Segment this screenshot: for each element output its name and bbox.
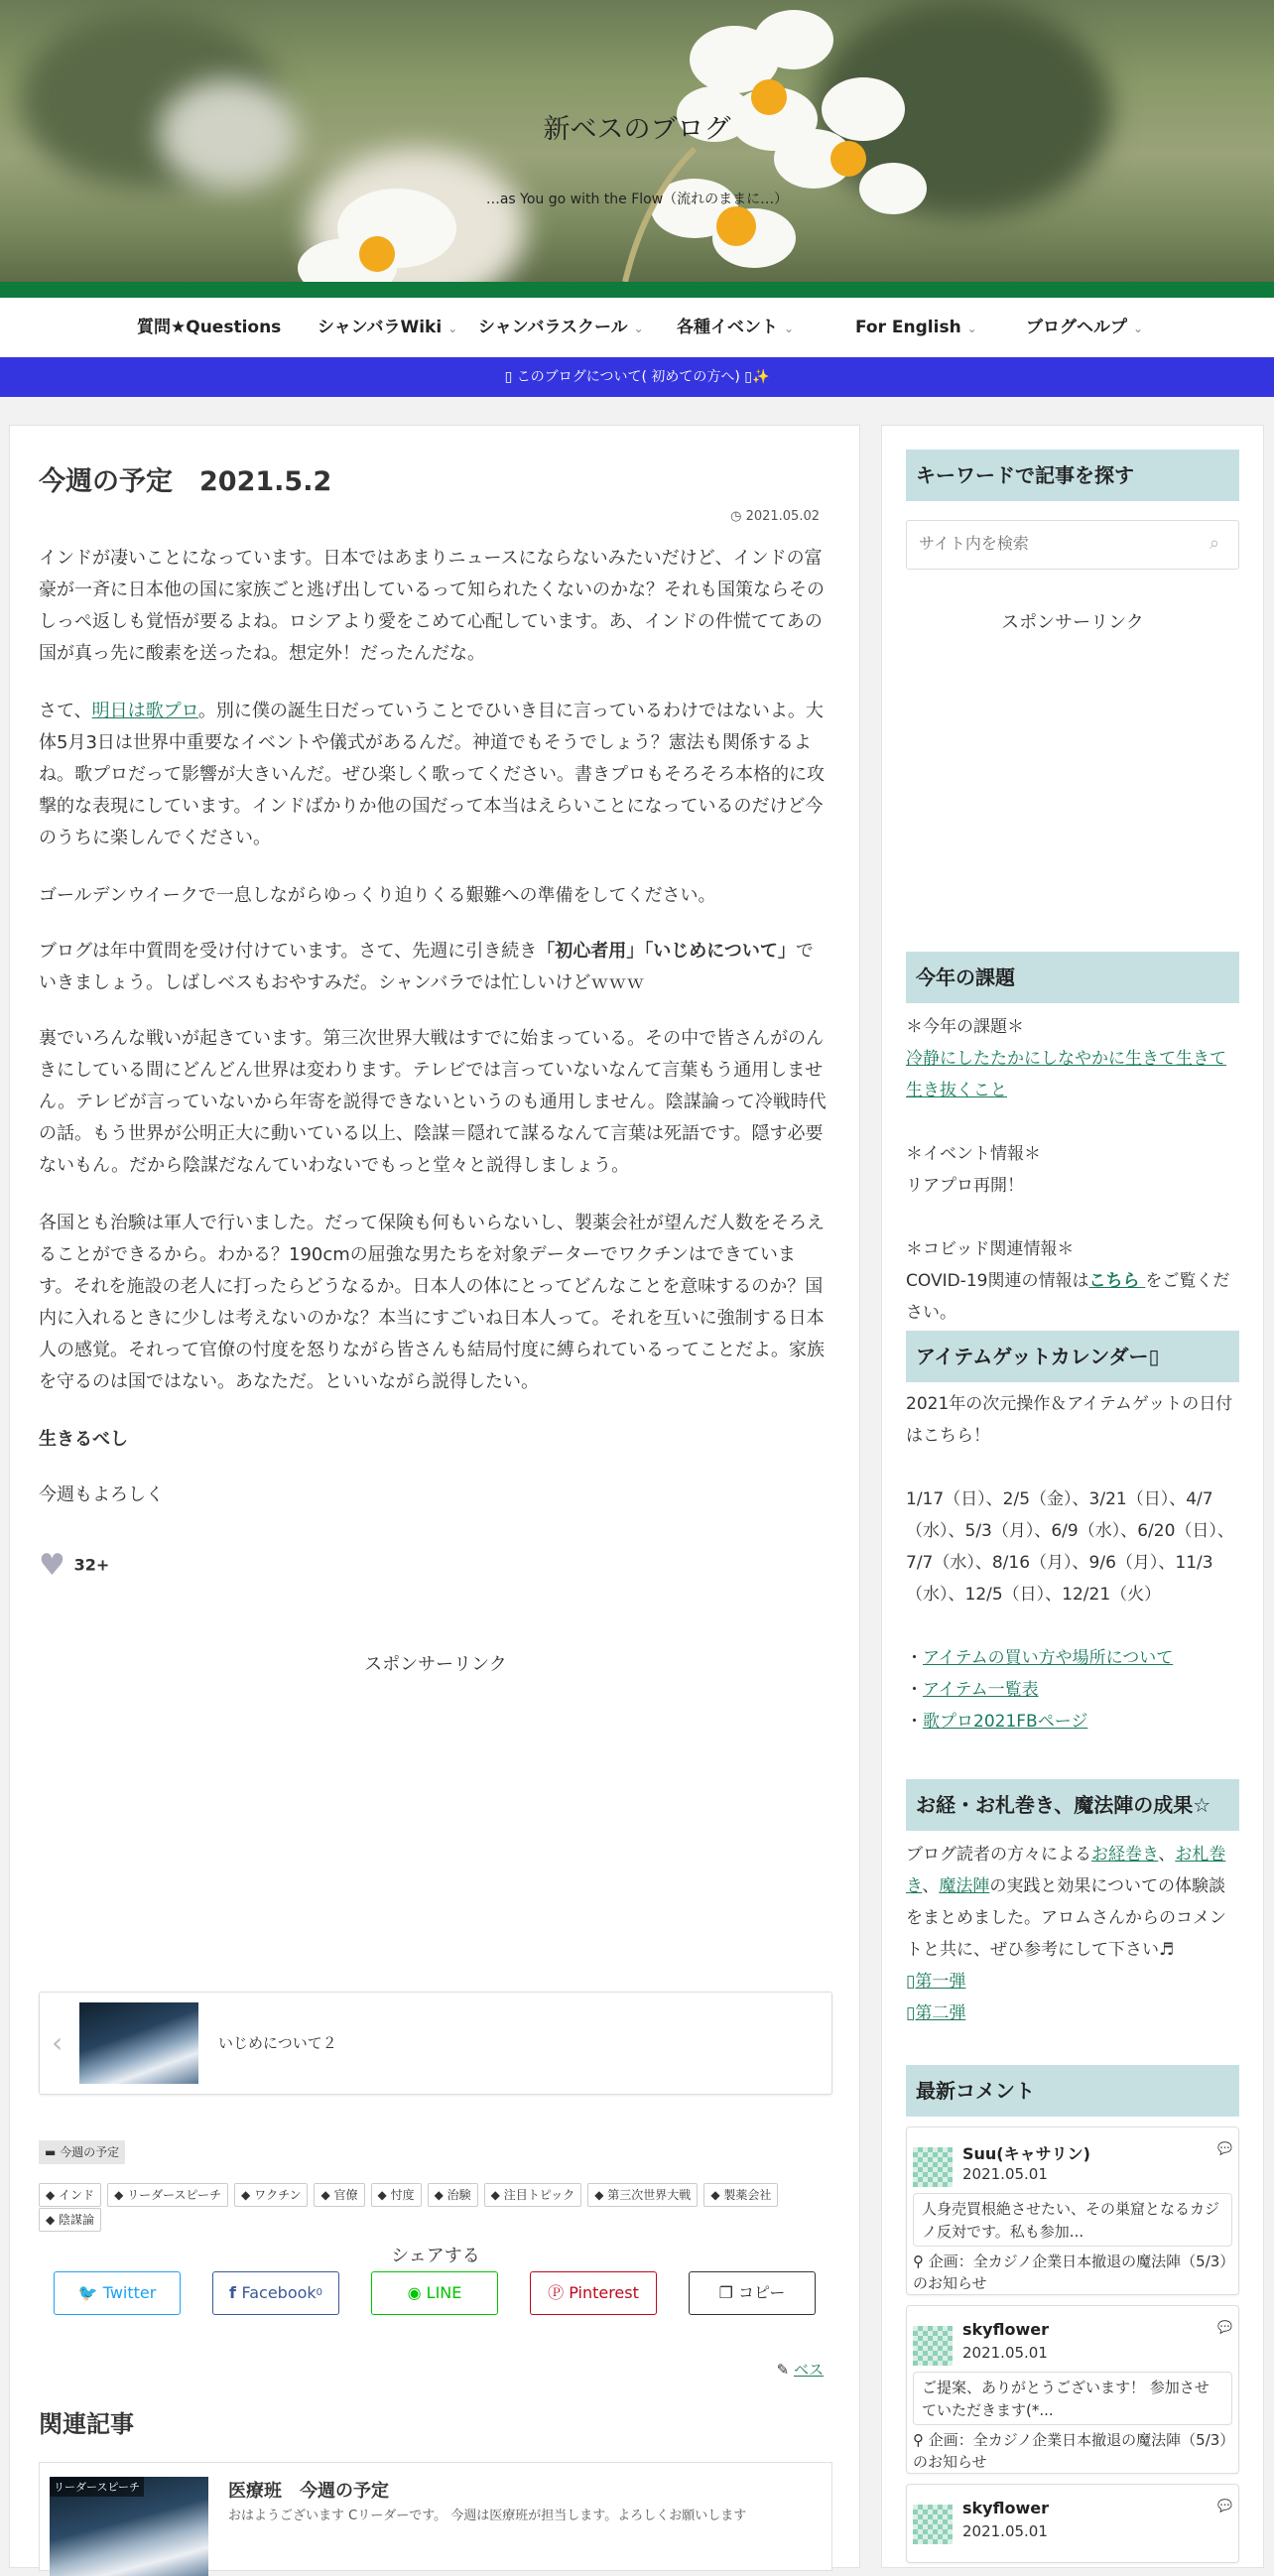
okyo-part2-link[interactable]: ▯第二弾 (906, 2003, 966, 2023)
tag-label: 忖度 (390, 2188, 415, 2202)
author-name[interactable]: ベス (793, 2361, 824, 2379)
related-post-category: リーダースピーチ (50, 2477, 144, 2497)
comment-author: skyflower (962, 2320, 1049, 2339)
calendar-dates: 1/17（日）、2/5（金）、3/21（日）、4/7（水）、5/3（月）、6/9（水）、6/20（日）、7/7（水）、8/16（月）、9/6（月）、11/3（水）、12/5（日）、12/21（火） (906, 1489, 1234, 1605)
comment-date: 2021.05.01 (962, 2344, 1048, 2362)
chevron-down-icon: ⌄ (447, 322, 458, 335)
main-article (9, 425, 860, 2568)
covid-link[interactable]: こちら (1088, 1271, 1146, 1291)
facebook-icon: f (228, 2283, 242, 2302)
avatar (913, 2326, 953, 2366)
mahoujin-link[interactable]: 魔法陣 (939, 1876, 990, 1896)
related-heading: 関連記事 (39, 2410, 134, 2438)
related-post-card[interactable] (39, 2462, 832, 2571)
author-link[interactable] (777, 2359, 824, 2380)
related-post-snippet: おはようございます Cリーダーです。 今週は医療班が担当します。よろしくお願いします (228, 2509, 747, 2523)
prev-post-card[interactable] (39, 1992, 832, 2095)
comment-icon: 💬 (1217, 2499, 1232, 2512)
pencil-icon: ✎ (776, 2361, 794, 2379)
tag-label: 製薬会社 (723, 2188, 772, 2202)
share-label: LINE (426, 2283, 462, 2302)
uta-pro-link[interactable]: 明日は歌プロ (91, 701, 198, 721)
widget-title-calendar: アイテムゲットカレンダー▯ (906, 1331, 1239, 1382)
tag-label: ワクチン (254, 2188, 302, 2202)
tag[interactable]: ◆ 製薬会社 (703, 2183, 778, 2207)
tag-label: 陰謀論 (59, 2213, 95, 2227)
sponsor-label: スポンサーリンク (364, 1654, 507, 1675)
nav-item-label: 質問★Questions (137, 318, 282, 337)
tag[interactable]: ◆ 治験 (428, 2183, 478, 2207)
post-paragraph: インドが凄いことになっています。日本ではあまりニュースにならないみたいだけど、インドの富豪が一斉に日本他の国に家族ごと逃げ出しているって知られたくないのかな？それも国策ならそのしっぺ返しも覚悟が要るよね。ロシアより愛をこめて心配しています。あ、インドの件慌ててあの国が真っ先に酸素を送ったね。想定外！だったんだな。 (39, 548, 825, 664)
widget-title-comments: 最新コメント (906, 2065, 1239, 2117)
comment-post-title: 企画：全カジノ企業日本撤退の魔法陣（5/3）のお知らせ (913, 2431, 1227, 2471)
text: の実践と効果についての体験談をまとめました。アロムさんからのコメントと共に、ぜひ参考にして下さい♬ (906, 1876, 1226, 1960)
share-label: コピー (738, 2283, 786, 2302)
copy-icon: ❐ (718, 2283, 739, 2302)
tag-label: 第三次世界大戦 (607, 2188, 692, 2202)
tag[interactable]: ◆ ワクチン (234, 2183, 308, 2207)
nav-item-label: For English (855, 318, 961, 337)
tag-label: 治験 (446, 2188, 471, 2202)
share-label: Facebook (241, 2283, 317, 2302)
comment-card[interactable] (906, 2305, 1239, 2474)
avatar (913, 2147, 953, 2187)
like-count: 32+ (73, 1555, 110, 1575)
text: ＊イベント情報＊ (906, 1144, 1041, 1164)
line-share-button[interactable] (371, 2271, 498, 2315)
search-icon[interactable]: ⌕ (1210, 533, 1220, 554)
kadai-text (906, 1011, 1239, 1329)
nav-item-label: ブログヘルプ (1026, 318, 1127, 337)
comment-post-link[interactable] (913, 2251, 1234, 2294)
tag-label: リーダースピーチ (127, 2188, 222, 2202)
pinterest-share-button[interactable] (530, 2271, 657, 2315)
tag[interactable]: ◆ 官僚 (314, 2183, 364, 2207)
post-date (730, 509, 820, 524)
twitter-share-button[interactable] (54, 2271, 181, 2315)
post-paragraph: 各国とも治験は軍人で行いました。だって保険も何もいらないし、製薬会社が望んだ人数をそろえることができるから。わかる？190cmの屈強な男たちを対象データーでワクチンはできています。それを施設の老人に打ったらどうなるか。日本人の体にとってどんなことを意味するのか？国内に入れるときに少しは考えないのかな？本当にすごいね日本人って。それを互いに強制する日本人の感覚。それって官僚の忖度を怒りながら皆さんも結局忖度に縛られているってことだよ。家族を守るのは国ではない。あなただ。といいながら説得したい。 (39, 1213, 825, 1392)
chevron-left-icon: ‹ (52, 2026, 64, 2059)
okyo-text (906, 1839, 1239, 2029)
bold-text: 「初心者用」「いじめについて」 (537, 941, 796, 962)
calendar-link[interactable]: アイテム一覧表 (923, 1680, 1039, 1700)
calendar-link[interactable]: 歌プロ2021FBページ (923, 1712, 1088, 1732)
notice-bar[interactable]: ▯ このブログについて( 初めての方へ) ▯✨ (0, 357, 1274, 397)
comment-card[interactable] (906, 2126, 1239, 2295)
nav-item-label: シャンバラスクール (478, 318, 628, 337)
comment-post-title: 企画：全カジノ企業日本撤退の魔法陣（5/3）のお知らせ (913, 2253, 1227, 2292)
text: 。別に僕の誕生日だっていうことでひいき目に言っているわけではないよ。大体5月3日は世界中重要なイベントや儀式があるんだ。神道でもそうでしょう？憲法も関係するよね。歌プロだって影響が大きいんだ。ぜひ楽しく歌ってください。書きプロもそろそろ本格的に攻撃的な表現にしています。インドばかりか他の国だって本当はえらいことになっているのだけど今のうちに楽しんでください。 (39, 701, 825, 848)
share-count: 0 (316, 2287, 323, 2298)
nav-item-help[interactable] (1026, 298, 1143, 357)
tag[interactable]: ◆ 忖度 (371, 2183, 422, 2207)
prev-post-thumbnail (79, 2002, 198, 2084)
kadai-link[interactable]: 冷静にしたたかにしなやかに生きて生きて生き抜くこと (906, 1049, 1226, 1100)
nav-item-wiki[interactable] (318, 298, 457, 357)
nav-item-events[interactable] (677, 298, 794, 357)
nav-item-school[interactable] (478, 298, 644, 357)
text: をご覧ください。 (906, 1271, 1230, 1323)
text: ＊コビッド関連情報＊ (906, 1239, 1075, 1259)
widget-title-search: キーワードで記事を探す (906, 450, 1239, 501)
nav-item-label: 各種イベント (677, 318, 778, 337)
okyo-part1-link[interactable]: ▯第一弾 (906, 1972, 966, 1992)
comment-icon: 💬 (1217, 2320, 1232, 2334)
nav-item-label: シャンバラWiki (318, 318, 443, 337)
comment-author: Suu(キャサリン) (962, 2144, 1090, 2163)
like-button[interactable] (39, 1548, 110, 1583)
widget-title-okyo: お経・お札巻き、魔法陣の成果☆ (906, 1779, 1239, 1831)
tag-label: 注目トピック (503, 2188, 575, 2202)
text: リアプロ再開！ (906, 1176, 1024, 1196)
clock-icon: ◷ (730, 509, 746, 524)
copy-button[interactable] (689, 2271, 816, 2315)
post-date-value: 2021.05.02 (745, 509, 820, 524)
header-divider (0, 282, 1274, 298)
chevron-down-icon: ⌄ (1133, 322, 1144, 335)
text: でいきましょう。しばしベスもおやすみだ。シャンバラでは忙しいけどｗｗｗ (39, 941, 814, 993)
text: 、 (922, 1876, 940, 1896)
header-banner (0, 0, 1274, 282)
comment-body: ご提案、ありがとうございます！ 参加させていただきます(*... (913, 2372, 1232, 2425)
ofuda-link[interactable]: お札巻き (906, 1845, 1226, 1896)
text: 、 (1158, 1845, 1176, 1865)
text: ブログ読者の方々による (906, 1845, 1091, 1865)
tag[interactable]: ◆ リーダースピーチ (107, 2183, 228, 2207)
calendar-link[interactable]: アイテムの買い方や場所について (923, 1648, 1174, 1668)
pinterest-icon: Ⓟ (548, 2283, 570, 2302)
sponsor-label: スポンサーリンク (1001, 612, 1144, 633)
sidebar (881, 425, 1264, 2568)
tag[interactable]: ◆ 陰謀論 (39, 2208, 101, 2232)
chevron-down-icon: ⌄ (784, 322, 795, 335)
nav-item-questions[interactable] (137, 298, 281, 357)
site-title[interactable]: 新ベスのブログ (543, 114, 731, 145)
avatar (913, 2505, 953, 2544)
link-icon: ⚲ (913, 2431, 929, 2449)
comment-date: 2021.05.01 (962, 2522, 1048, 2540)
post-paragraph: 裏でいろんな戦いが起きています。第三次世界大戦はすでに始まっている。その中で皆さんがのんきにしている間にどんどん世界は変わります。テレビでは言っていないなんて言葉もう通用しません。テレビが言っていないから年寄を説得できないというのも通用しません。陰謀論って冷戦時代の話。もう世界が公明正大に動いている以上、陰謀＝隠れて謀るなんて言葉は死語です。隠す必要ないもん。だから陰謀だなんていわないでもっと堂々と説得しましょう。 (39, 1028, 827, 1176)
text: COVID-19関連の情報は (906, 1271, 1089, 1291)
tag-label: インド (59, 2188, 95, 2202)
post-paragraph: 今週もよろしく (39, 1484, 164, 1505)
tag[interactable]: ◆ 注目トピック (484, 2183, 582, 2207)
facebook-share-button[interactable] (212, 2271, 339, 2315)
text: ＊今年の課題＊ (906, 1017, 1024, 1037)
global-nav (0, 298, 1274, 357)
heart-icon: ♥ (39, 1548, 65, 1583)
folder-icon: ▬ (45, 2145, 61, 2159)
comment-post-link[interactable] (913, 2429, 1234, 2473)
chevron-down-icon: ⌄ (966, 322, 977, 335)
share-label: Twitter (102, 2283, 157, 2302)
tag-label: 官僚 (333, 2188, 358, 2202)
share-title: シェアする (391, 2246, 480, 2266)
post-paragraph (39, 936, 827, 999)
related-post-title: 医療班 今週の予定 (228, 2481, 389, 2502)
comment-author: skyflower (962, 2499, 1049, 2517)
prev-post-title: いじめについて２ (218, 2034, 337, 2052)
search-input[interactable] (906, 520, 1239, 570)
calendar-text: 2021年の次元操作＆アイテムゲットの日付はこちら！ 1/17（日）、2/5（金）、3/21（日）、4/7（水）、5/3（月）、6/9（水）、6/20（日）、7/7（水）、8/16（月）、9/6（月）、11/3（水）、12/5（日）、12/21（火） ・アイテムの買い方や場所について ・アイテム一覧表 ・歌プロ2021FBページ (906, 1388, 1239, 1738)
twitter-icon: 🐦 (77, 2283, 103, 2302)
post-paragraph: ゴールデンウイークで一息しながらゆっくり迫りくる艱難への準備をしてください。 (39, 885, 716, 906)
comment-card[interactable] (906, 2484, 1239, 2563)
line-icon: ◉ (407, 2283, 427, 2302)
okyo-link[interactable]: お経巻き (1091, 1845, 1159, 1865)
site-subtitle: …as You go with the Flow（流れのままに…） (485, 192, 789, 207)
nav-item-english[interactable] (855, 298, 977, 357)
post-paragraph (39, 696, 827, 854)
tag[interactable]: ◆ インド (39, 2183, 101, 2207)
comment-body: 人身売買根絶させたい、その巣窟となるカジノ反対です。私も参加... (913, 2193, 1232, 2247)
link-icon: ⚲ (913, 2253, 929, 2270)
chevron-down-icon: ⌄ (633, 322, 644, 335)
post-paragraph: 生きるべし (39, 1429, 128, 1450)
text: 2021年の次元操作＆アイテムゲットの日付はこちら！ (906, 1394, 1233, 1446)
post-title: 今週の予定 2021.5.2 (39, 466, 332, 497)
tag-list (39, 2182, 832, 2232)
category-label: 今週の予定 (60, 2145, 120, 2159)
tag[interactable]: ◆ 第三次世界大戦 (587, 2183, 698, 2207)
widget-title-kadai: 今年の課題 (906, 952, 1239, 1003)
category-tag[interactable] (39, 2140, 125, 2164)
text: ブログは年中質問を受け付けています。さて、先週に引き続き (39, 941, 538, 962)
share-label: Pinterest (569, 2283, 639, 2302)
comment-icon: 💬 (1217, 2141, 1232, 2155)
text: さて、 (39, 701, 92, 721)
comment-date: 2021.05.01 (962, 2165, 1048, 2183)
